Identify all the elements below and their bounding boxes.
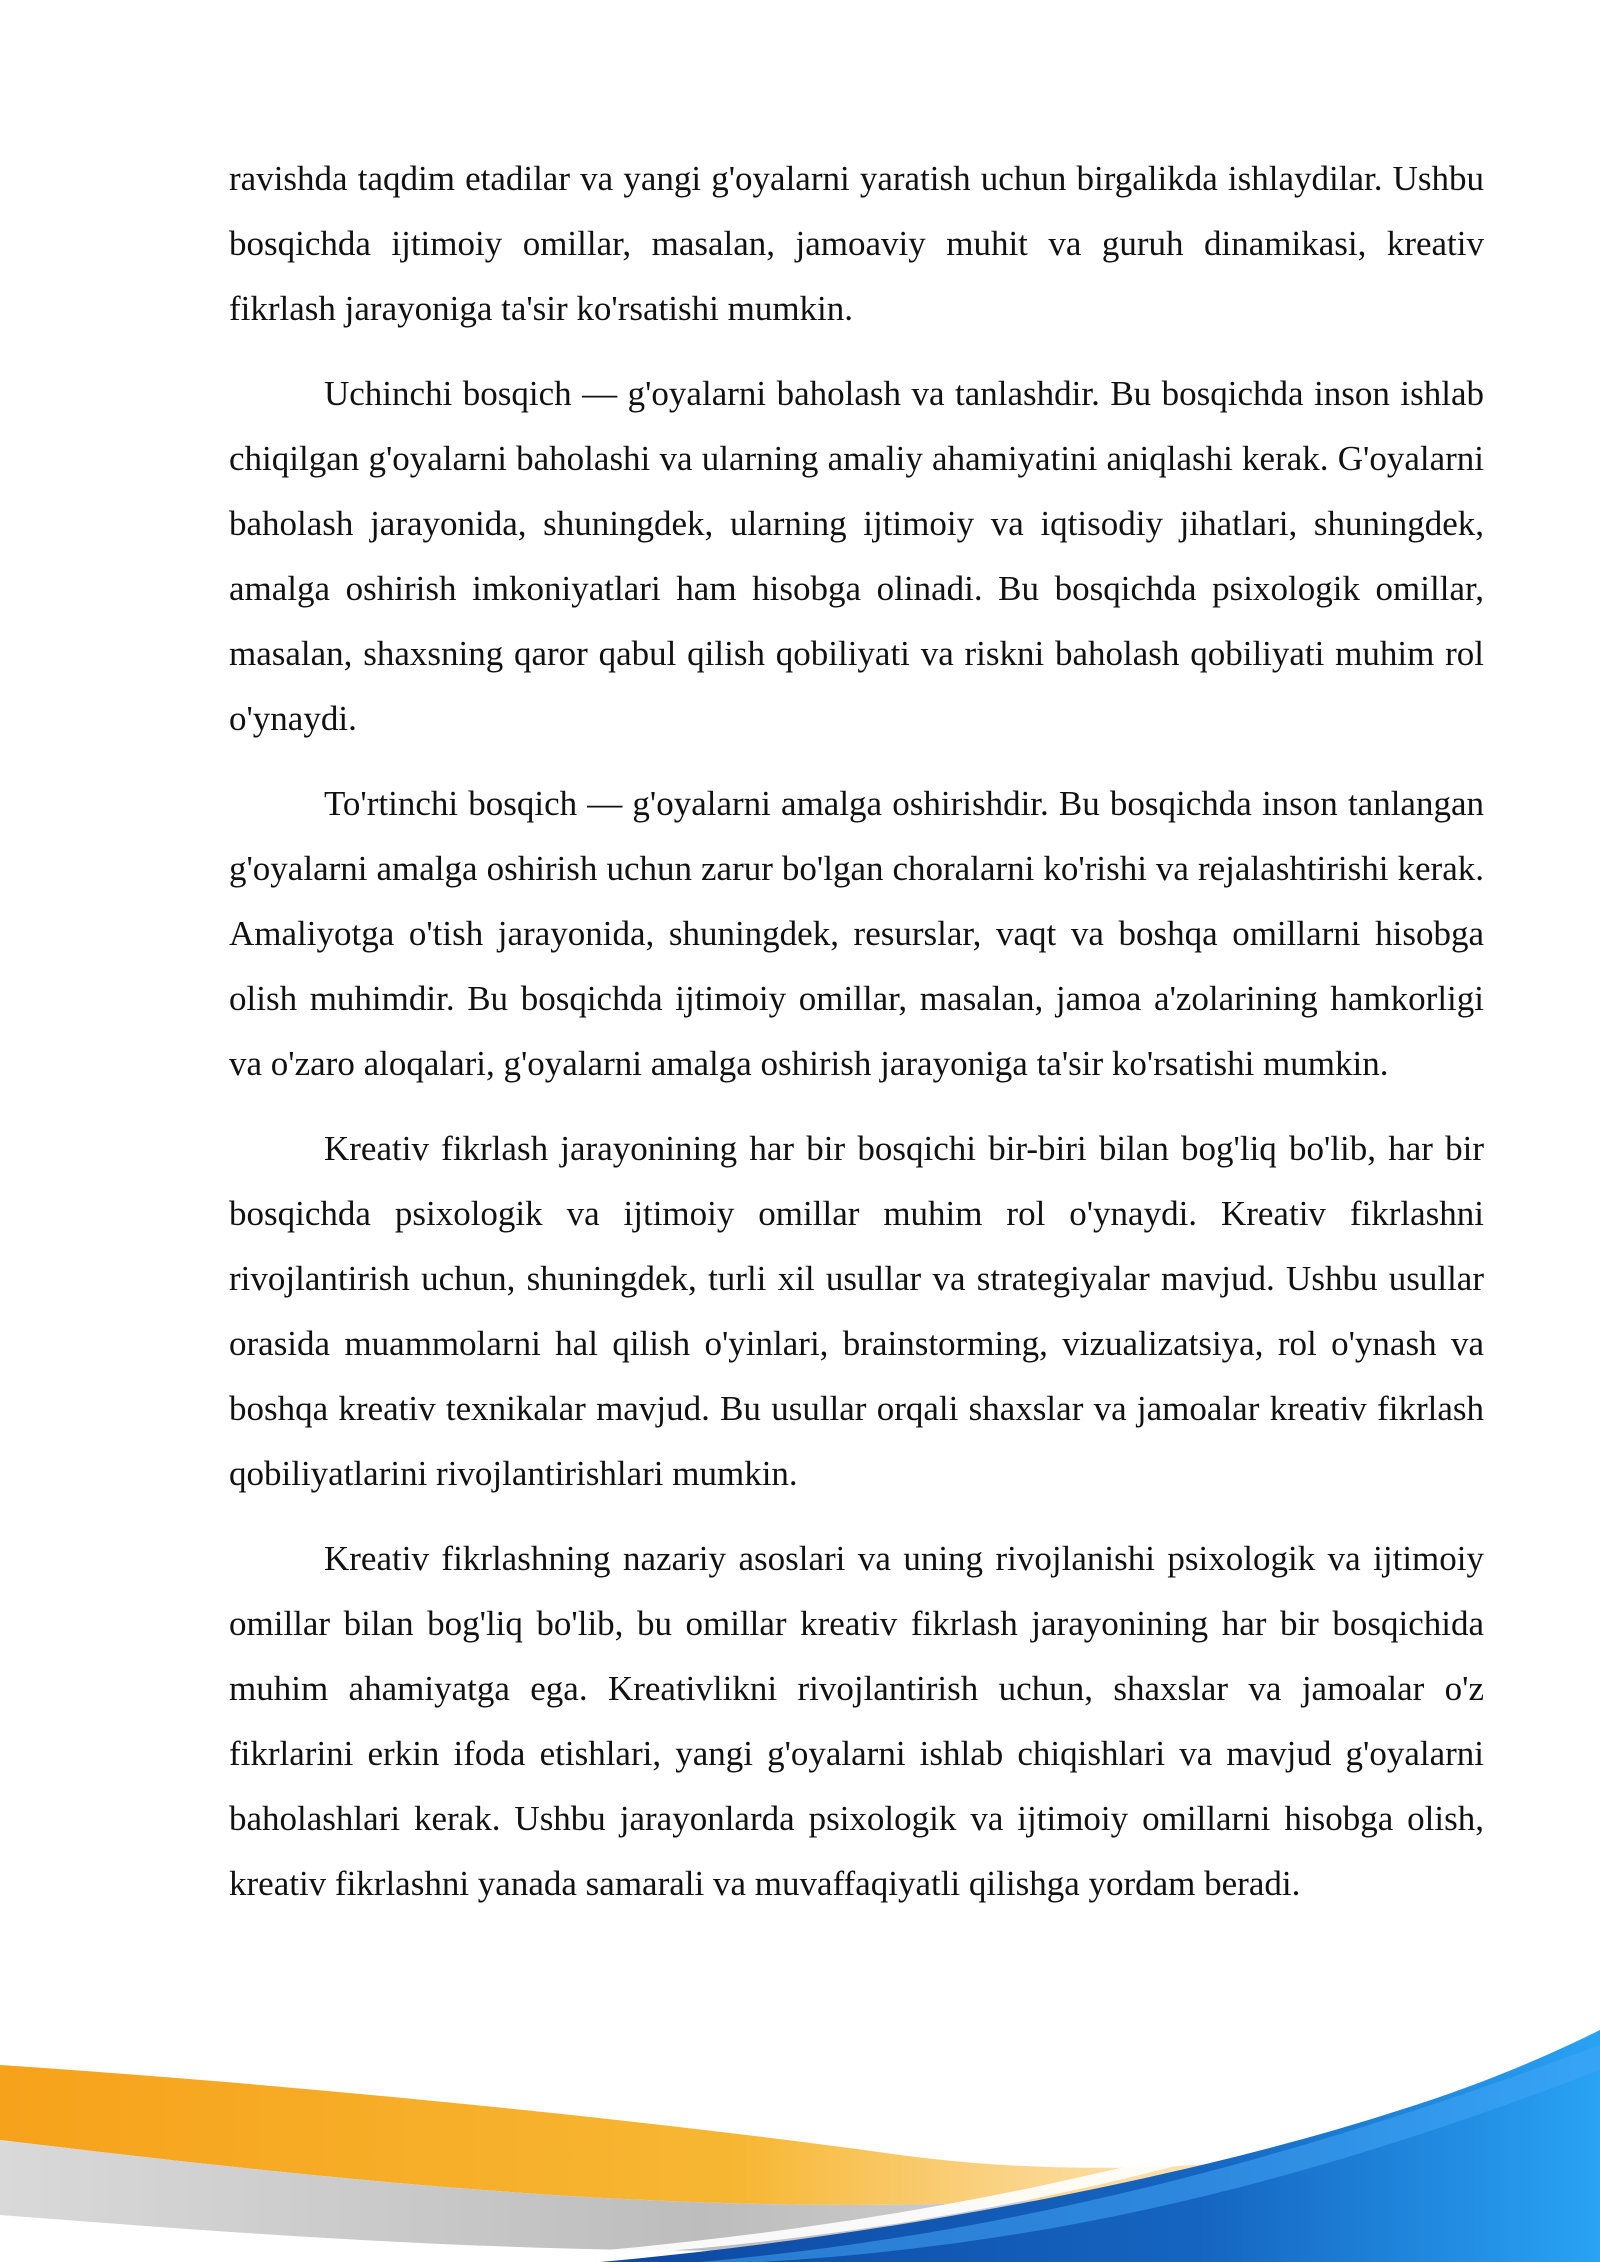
paragraph-third-stage: Uchinchi bosqich — g'oyalarni baholash va tanlashdir. Bu bosqichda inson ishlab chiqilgan g'oyalarni baholashi va ularning amaliy ahamiyatini aniqlashi kerak. G'oyalarni baholash jarayonida, shuningdek, ularning ijtimoiy va iqtisodiy jihatlari, shuningdek, amalga oshirish imkoniyatlari ham hisobga olinadi. Bu bosqichda psixologik omillar, masalan, shaxsning qaror qabul qilish qobiliyati va riskni baholash qobiliyati muhim rol o'ynaydi. [229, 374, 1484, 738]
paragraph-conclusion: Kreativ fikrlashning nazariy asoslari va uning rivojlanishi psixologik va ijtimoiy omillar bilan bog'liq bo'lib, bu omillar kreativ fikrlash jarayonining har bir bosqichida muhim ahamiyatga ega. Kreativlikni rivojlantirish uchun, shaxslar va jamoalar o'z fikrlarini erkin ifoda etishlari, yangi g'oyalarni ishlab chiqishlari va mavjud g'oyalarni baholashlari kerak. Ushbu jarayonlarda psixologik va ijtimoiy omillarni hisobga olish, kreativ fikrlashni yanada samarali va muvaffaqiyatli qilishga yordam beradi. [229, 1539, 1484, 1903]
paragraph-stages-connection: Kreativ fikrlash jarayonining har bir bosqichi bir-biri bilan bog'liq bo'lib, har bir bosqichda psixologik va ijtimoiy omillar muhim rol o'ynaydi. Kreativ fikrlashni rivojlantirish uchun, shuningdek, turli xil usullar va strategiyalar mavjud. Ushbu usullar orasida muammolarni hal qilish o'yinlari, brainstorming, vizualizatsiya, rol o'ynash va boshqa kreativ texnikalar mavjud. Bu usullar orqali shaxslar va jamoalar kreativ fikrlash qobiliyatlarini rivojlantirishlari mumkin. [229, 1129, 1484, 1493]
footer-wave-decoration [0, 2000, 1600, 2262]
paragraph-fourth-stage: To'rtinchi bosqich — g'oyalarni amalga oshirishdir. Bu bosqichda inson tanlangan g'oyalarni amalga oshirish uchun zarur bo'lgan choralarni ko'rishi va rejalashtirishi kerak. Amaliyotga o'tish jarayonida, shuningdek, resurslar, vaqt va boshqa omillarni hisobga olish muhimdir. Bu bosqichda ijtimoiy omillar, masalan, jamoa a'zolarining hamkorligi va o'zaro aloqalari, g'oyalarni amalga oshirish jarayoniga ta'sir ko'rsatishi mumkin. [229, 784, 1484, 1083]
body-text [229, 146, 1484, 1936]
paragraph-continuation: ravishda taqdim etadilar va yangi g'oyalarni yaratish uchun birgalikda ishlaydilar. Ushbu bosqichda ijtimoiy omillar, masalan, jamoaviy muhit va guruh dinamikasi, kreativ fikrlash jarayoniga ta'sir ko'rsatishi mumkin. [229, 159, 1484, 328]
